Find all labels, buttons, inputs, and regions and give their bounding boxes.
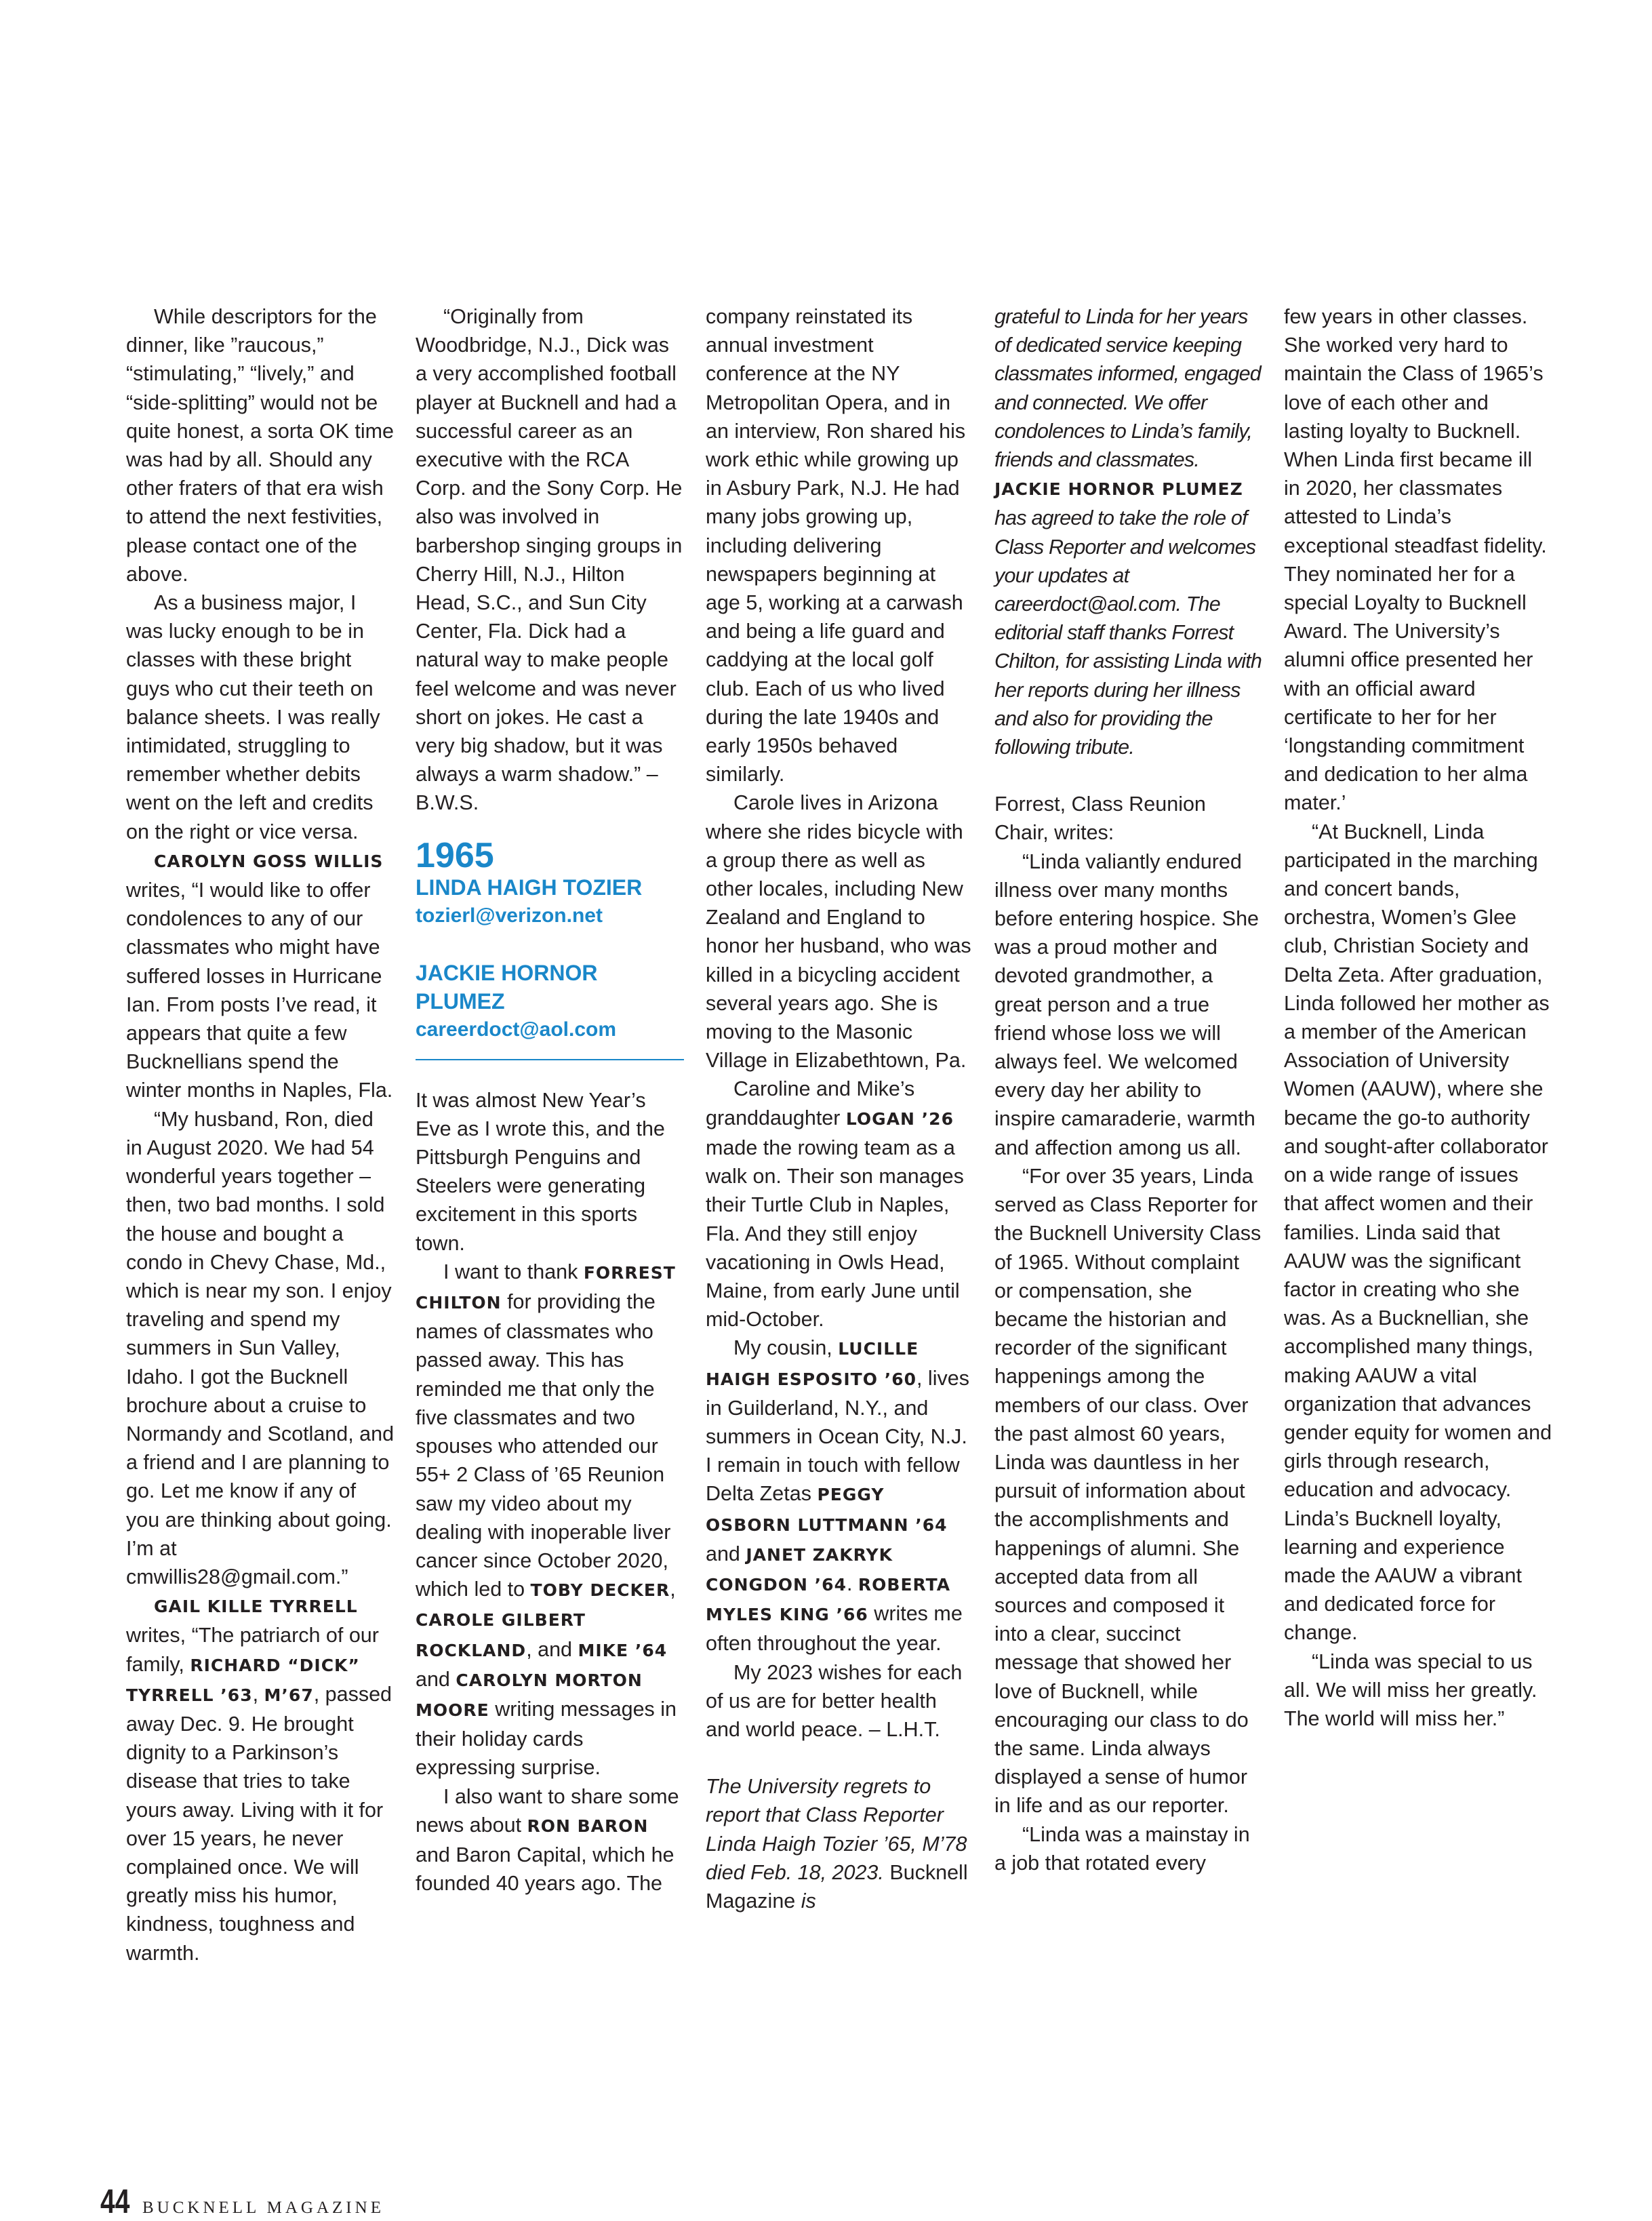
text-run: grateful to Linda for her years of dedicated service keeping classmates informed, engaged and connected. We offer condolences to Linda’s family, friends and classmates. xyxy=(994,305,1261,472)
publication-name: Bucknell Magazine xyxy=(706,1860,968,1913)
column-5 xyxy=(1284,302,1552,1733)
paragraph: While descriptors for the dinner, like ”raucous,” “stimulating,” “lively,” and “side-splitting” would not be quite honest, a sorta OK time was had by all. Should any other fraters of that era wish to attend the next festivities, please contact one of the above. xyxy=(126,305,395,586)
class-reporter-email[interactable]: tozierl@verizon.net xyxy=(416,904,603,927)
page-number: 44 xyxy=(100,2182,130,2220)
text-run: . xyxy=(846,1572,858,1595)
text-run: The University regrets to report that Class Reporter Linda Haigh Tozier ’65, M’78 died Feb. 18, 2023. xyxy=(706,1775,967,1884)
person-name: CAROLYN GOSS WILLIS xyxy=(154,851,384,871)
paragraph: company reinstated its annual investment conference at the NY Metropolitan Opera, and in an interview, Ron shared his work ethic while growing up in Asbury Park, N.J. He had many jobs growing up, including delivering newspapers beginning at age 5, working at a carwash and being a life guard and caddying at the local golf club. Each of us who lived during the late 1940s and early 1950s behaved similarly. xyxy=(706,305,966,786)
person-name: LUCILLE HAIGH ESPOSITO ’60 xyxy=(706,1339,919,1389)
paragraph: As a business major, I was lucky enough to be in classes with these bright guys who cut their teeth on balance sheets. I was really intimidated, struggling to remember whether debits went on the left and credits on the right or vice versa. xyxy=(126,591,380,843)
person-name: M’67 xyxy=(264,1685,314,1705)
column-4 xyxy=(994,302,1263,1877)
text-run: Caroline and Mike’s granddaughter xyxy=(706,1077,915,1129)
class-year-heading: 1965 xyxy=(416,835,494,875)
person-name: ROBERTA MYLES KING ’66 xyxy=(706,1574,951,1625)
person-name: RICHARD “DICK” TYRRELL ’63 xyxy=(126,1655,360,1705)
paragraph xyxy=(706,1075,974,1334)
paragraph: “At Bucknell, Linda participated in the marching and concert bands, orchestra, Women’s Glee club, Christian Society and Delta Zeta. After graduation, Linda followed her mother as a member of the American Association of University Women (AAUW), where she became the go-to authority and sought-after collaborator on a wide range of issues that affect women and their families. Linda said that AAUW was the significant factor in creating who she was. As a Bucknellian, she accomplished many things, making AAUW a vital organization that advances gender equity for women and girls through research, education and advocacy. Linda’s Bucknell loyalty, learning and experience made the AAUW a vibrant and dedicated force for change. xyxy=(1284,820,1552,1645)
paragraph: “Linda was special to us all. We will miss her greatly. The world will miss her.” xyxy=(1284,1649,1537,1730)
editor-note xyxy=(706,1772,974,1915)
person-name: CAROLE GILBERT ROCKLAND xyxy=(416,1610,586,1660)
text-run: , xyxy=(670,1578,676,1601)
person-name: PEGGY OSBORN LUTTMANN ’64 xyxy=(706,1485,948,1535)
text-run: I want to thank xyxy=(443,1260,584,1283)
paragraph: Forrest, Class Reunion Chair, writes: xyxy=(994,793,1206,845)
paragraph xyxy=(126,1591,395,1967)
paragraph: “Linda valiantly endured illness over many months before entering hospice. She was a proud mother and devoted grandmother, a great person and a true friend whose loss we will always feel. We welcomed every day her ability to inspire camaraderie, warmth and affection among us all. xyxy=(994,849,1259,1159)
person-name: JACKIE HORNOR PLUMEZ xyxy=(994,479,1243,500)
text-run: , and xyxy=(526,1637,578,1661)
text-run: , xyxy=(252,1682,264,1706)
paragraph: My 2023 wishes for each of us are for better health and world peace. – L.H.T. xyxy=(706,1660,963,1741)
text-run: and xyxy=(706,1542,746,1565)
column-2 xyxy=(416,302,684,1898)
person-name: MIKE ’64 xyxy=(578,1640,668,1660)
magazine-title: BUCKNELL MAGAZINE xyxy=(142,2199,384,2217)
text-run: is xyxy=(795,1889,816,1913)
section-divider xyxy=(416,1059,684,1060)
text-run: My cousin, xyxy=(733,1336,839,1360)
paragraph xyxy=(416,1258,684,1782)
text-run: made the rowing team as a walk on. Their son manages their Turtle Club in Naples, Fla. And they still enjoy vacationing in Owls Head, Maine, from early June until mid-October. xyxy=(706,1136,964,1332)
editor-note xyxy=(994,302,1263,761)
text-run: writes me often throughout the year. xyxy=(706,1602,963,1656)
text-run: writing messages in their holiday cards expressing surprise. xyxy=(416,1697,677,1780)
class-reporter-name: JACKIE HORNOR PLUMEZ xyxy=(416,960,598,1014)
spacer xyxy=(994,761,1263,790)
paragraph xyxy=(706,1334,974,1658)
paragraph: “For over 35 years, Linda served as Class Reporter for the Bucknell University Class of 1965. Without complaint or compensation, she became the historian and recorder of the significant happenings among the members of our class. Over the past almost 60 years, Linda was dauntless in her pursuit of information about the accomplishments and happenings of alumni. She accepted data from all sources and composed it into a clear, succinct message that showed her love of Bucknell, while encouraging our class to do the same. Linda always displayed a sense of humor in life and as our reporter. xyxy=(994,1164,1262,1818)
text-run: for providing the names of classmates who passed away. This has reminded me that only the five classmates and two spouses who attended our 55+ 2 Class of ’65 Reunion saw my video about my dealing with inoperable liver cancer since October 2020, which led to xyxy=(416,1290,671,1601)
paragraph: Carole lives in Arizona where she rides bicycle with a group there as well as other locales, including New Zealand and England to honor her husband, who was killed in a bicycling accident several years ago. She is moving to the Masonic Village in Elizabethtown, Pa. xyxy=(706,791,971,1073)
paragraph: “Linda was a mainstay in a job that rotated every xyxy=(994,1822,1250,1875)
class-reporter-name: LINDA HAIGH TOZIER xyxy=(416,875,643,900)
paragraph xyxy=(126,846,395,1105)
text-run: has agreed to take the role of Class Reporter and welcomes your updates at careerdoct@aol.com. The editorial staff thanks Forrest Chilton, for assisting Linda with her reports during her illness and also for providing the following tribute. xyxy=(994,506,1262,759)
text-run: and xyxy=(416,1667,456,1691)
text-run: writes, “I would like to offer condolences to any of our classmates who might have suffered losses in Hurricane Ian. From posts I’ve read, it appears that quite a few Bucknellians spend the winter months in Naples, Fla. xyxy=(126,879,393,1102)
paragraph: “My husband, Ron, died in August 2020. We had 54 wonderful years together – then, two bad months. I sold the house and bought a condo in Chevy Chase, Md., which is near my son. I enjoy traveling and spend my summers in Sun Valley, Idaho. I got the Bucknell brochure about a cruise to Normandy and Scotland, and a friend and I are planning to go. Let me know if any of you are thinking about going. I’m at cmwillis28@gmail.com.” xyxy=(126,1107,395,1588)
page-footer xyxy=(100,2182,384,2221)
person-name: CAROLYN MORTON MOORE xyxy=(416,1670,643,1720)
person-name: RON BARON xyxy=(527,1816,649,1836)
paragraph: “Originally from Woodbridge, N.J., Dick was a very accomplished football player at Bucknell and had a successful career as an executive with the RCA Corp. and the Sony Corp. He also was involved in barbershop singing groups in Cherry Hill, N.J., Hilton Head, S.C., and Sun City Center, Fla. Dick had a natural way to make people feel welcome and was never short on jokes. He cast a very big shadow, but it was always a warm shadow.” – B.W.S. xyxy=(416,305,683,815)
paragraph: It was almost New Year’s Eve as I wrote this, and the Pittsburgh Penguins and Steelers were generating excitement in this sports town. xyxy=(416,1088,665,1255)
person-name: JANET ZAKRYK CONGDON ’64 xyxy=(706,1544,893,1595)
spacer xyxy=(706,1744,974,1772)
person-name: TOBY DECKER xyxy=(530,1580,670,1601)
person-name: FORREST CHILTON xyxy=(416,1262,676,1313)
paragraph: few years in other classes. She worked very hard to maintain the Class of 1965’s love of each other and lasting loyalty to Bucknell. When Linda first became ill in 2020, her classmates attested to Linda’s exceptional steadfast fidelity. They nominated her for a special Loyalty to Bucknell Award. The University’s alumni office presented her with an official award certificate to her for her ‘longstanding commitment and dedication to her alma mater.’ xyxy=(1284,305,1547,815)
column-3 xyxy=(706,302,974,1915)
person-name: GAIL KILLE TYRRELL xyxy=(154,1597,358,1617)
text-run: , passed away Dec. 9. He brought dignity to a Parkinson’s disease that tries to take yours away. Living with it for over 15 years, he never complained once. We will greatly miss his humor, kindness, toughness and warmth. xyxy=(126,1682,392,1965)
text-run: and Baron Capital, which he founded 40 years ago. The xyxy=(416,1843,674,1896)
text-run: writes, “The patriarch of our family, xyxy=(126,1624,379,1676)
class-reporter-email[interactable]: careerdoct@aol.com xyxy=(416,1018,617,1041)
text-run: , lives in Guilderland, N.Y., and summers in Ocean City, N.J. I remain in touch with fellow Delta Zetas xyxy=(706,1366,969,1506)
person-name: LOGAN ’26 xyxy=(845,1108,954,1129)
paragraph xyxy=(416,1782,684,1898)
column-1 xyxy=(126,302,395,1967)
spacer xyxy=(416,930,684,959)
text-run: I also want to share some news about xyxy=(416,1784,679,1837)
